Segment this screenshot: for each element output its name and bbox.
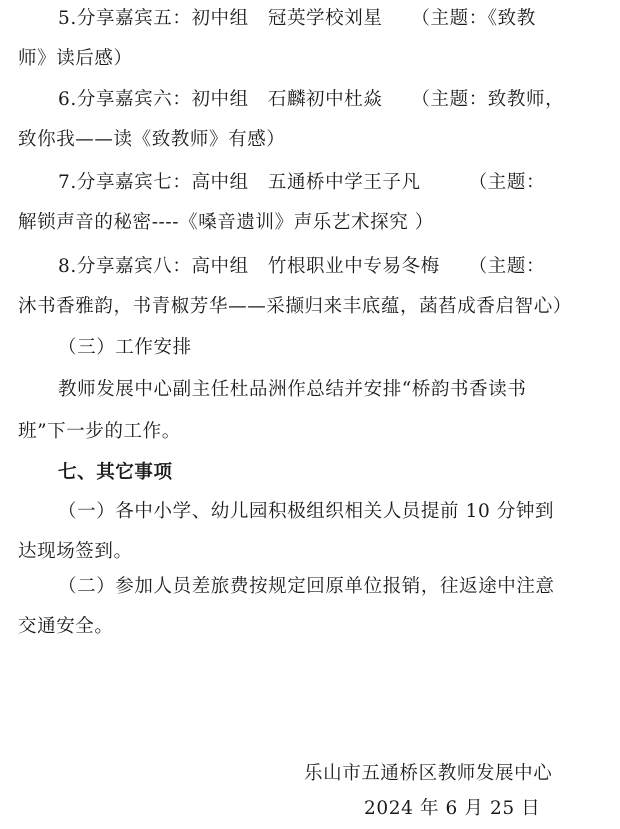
- other-item-2-line1: （二）参加人员差旅费按规定回原单位报销，往返途中注意: [58, 576, 555, 597]
- work-arrangement-line1: 教师发展中心副主任杜品洲作总结并安排“桥韵书香读书: [58, 379, 527, 400]
- other-item-1-line2: 达现场签到。: [18, 541, 133, 562]
- paragraph-guest-5-line1: 5.分享嘉宾五：初中组 冠英学校刘星 （主题：《致教: [58, 8, 536, 29]
- paragraph-guest-7-line1: 7.分享嘉宾七：高中组 五通桥中学王子凡 （主题：: [58, 172, 546, 193]
- paragraph-guest-5-line2: 师》读后感）: [18, 48, 133, 69]
- signature-organization: 乐山市五通桥区教师发展中心: [304, 763, 553, 784]
- paragraph-guest-8-line2: 沐书香雅韵，书青椒芳华——采撷归来丰底蕴，菡萏成香启智心）: [18, 296, 572, 317]
- paragraph-guest-6-line2: 致你我——读《致教师》有感）: [18, 129, 286, 150]
- subsection-3-heading: （三）工作安排: [58, 337, 192, 358]
- signature-date: 2024 年 6 月 25 日: [364, 798, 541, 819]
- section-7-heading: 七、其它事项: [58, 462, 173, 483]
- paragraph-guest-8-line1: 8.分享嘉宾八：高中组 竹根职业中专易冬梅 （主题：: [58, 256, 546, 277]
- other-item-2-line2: 交通安全。: [18, 616, 114, 637]
- work-arrangement-line2: 班”下一步的工作。: [18, 421, 181, 442]
- other-item-1-line1: （一）各中小学、幼儿园积极组织相关人员提前 10 分钟到: [58, 501, 555, 522]
- paragraph-guest-6-line1: 6.分享嘉宾六：初中组 石麟初中杜焱 （主题：致教师，: [58, 89, 565, 110]
- paragraph-guest-7-line2: 解锁声音的秘密----《嗓音遗训》声乐艺术探究 ）: [18, 212, 434, 233]
